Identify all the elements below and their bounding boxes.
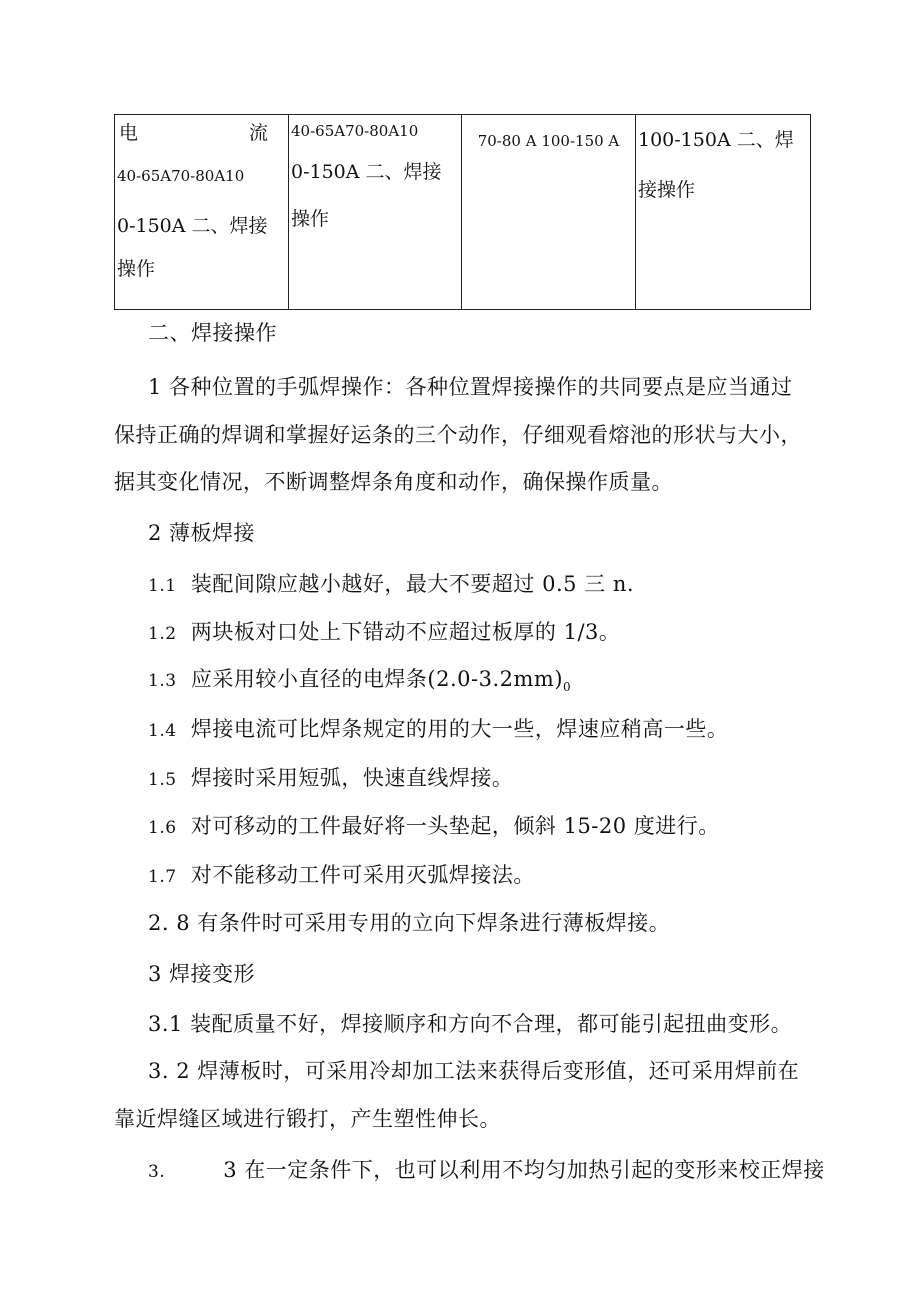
list-item bbox=[148, 859, 920, 889]
cell-line: 40-65A70-80A10 bbox=[117, 167, 245, 185]
list-item bbox=[148, 762, 920, 792]
heading-char-right: 流 bbox=[248, 122, 268, 144]
cell-line: 接操作 bbox=[638, 179, 696, 201]
item-text: 对不能移动工件可采用灭弧焊接法。 bbox=[190, 863, 535, 887]
item-number: 3. bbox=[148, 1162, 166, 1182]
current-table bbox=[114, 114, 811, 310]
item-number: 1.2 bbox=[148, 624, 177, 644]
item-text: 焊接电流可比焊条规定的用的大一些，焊速应稍高一些。 bbox=[190, 717, 729, 741]
subsection-heading: 3 焊接变形 bbox=[148, 962, 256, 986]
item-text: 焊接时采用短弧，快速直线焊接。 bbox=[190, 766, 514, 790]
item-number: 1.7 bbox=[148, 867, 177, 887]
item-text: 装配间隙应越小越好，最大不要超过 0.5 三 n. bbox=[190, 572, 635, 596]
table-row bbox=[115, 115, 811, 310]
section-heading: 二、焊接操作 bbox=[148, 321, 277, 345]
item-number: 1.6 bbox=[148, 818, 177, 838]
cell-text: 70-80 A 100-150 A bbox=[477, 132, 620, 150]
table-cell bbox=[462, 115, 636, 310]
item-text: 应采用较小直径的电焊条(2.0-3.2mm) bbox=[190, 667, 564, 691]
item-text: 两块板对口处上下错动不应超过板厚的 1/3。 bbox=[190, 620, 621, 644]
heading-char-left: 电 bbox=[119, 122, 139, 144]
paragraph-line: 3. 2 焊薄板时，可采用冷却加工法来获得后变形值，还可采用焊前在 bbox=[148, 1059, 800, 1083]
subsection-heading: 2 薄板焊接 bbox=[148, 521, 256, 545]
paragraph-line: 1 各种位置的手弧焊操作：各种位置焊接操作的共同要点是应当通过 bbox=[148, 375, 793, 399]
cell-line: 0-150A 二、焊接 bbox=[291, 161, 442, 183]
paragraph-line: 靠近焊缝区域进行锻打，产生塑性伸长。 bbox=[114, 1107, 501, 1131]
list-item: 2. 8 有条件时可采用专用的立向下焊条进行薄板焊接。 bbox=[148, 911, 671, 935]
list-item bbox=[148, 810, 920, 840]
paragraph-line: 保持正确的焊调和掌握好运条的三个动作，仔细观看熔池的形状与大小， bbox=[114, 423, 802, 447]
cell-line: 操作 bbox=[291, 208, 330, 230]
paragraph-line: 据其变化情况，不断调整焊条角度和动作，确保操作质量。 bbox=[114, 470, 673, 494]
table-cell bbox=[289, 115, 462, 310]
item-text: 3 在一定条件下，也可以利用不均匀加热引起的变形来校正焊接 bbox=[223, 1158, 825, 1182]
cell-heading bbox=[115, 115, 288, 151]
cell-line: 100-150A 二、焊 bbox=[638, 129, 794, 151]
cell-line: 0-150A 二、焊接 bbox=[117, 215, 268, 237]
cell-line: 40-65A70-80A10 bbox=[291, 122, 419, 140]
cell-line: 操作 bbox=[117, 258, 156, 280]
item-number: 1.3 bbox=[148, 671, 177, 691]
list-item bbox=[148, 1154, 920, 1184]
list-item bbox=[148, 568, 920, 598]
item-number: 1.5 bbox=[148, 770, 177, 790]
item-number: 1.4 bbox=[148, 721, 177, 741]
item-text: 对可移动的工件最好将一头垫起，倾斜 15-20 度进行。 bbox=[190, 814, 720, 838]
table-cell-current-label bbox=[115, 115, 289, 310]
list-item: 3.1 装配质量不好，焊接顺序和方向不合理，都可能引起扭曲变形。 bbox=[148, 1012, 793, 1036]
list-item bbox=[148, 616, 920, 646]
list-item bbox=[148, 663, 920, 694]
table-cell bbox=[636, 115, 811, 310]
list-item bbox=[148, 713, 920, 743]
subscript-mark: 0 bbox=[563, 680, 572, 695]
item-number: 1.1 bbox=[148, 576, 177, 596]
